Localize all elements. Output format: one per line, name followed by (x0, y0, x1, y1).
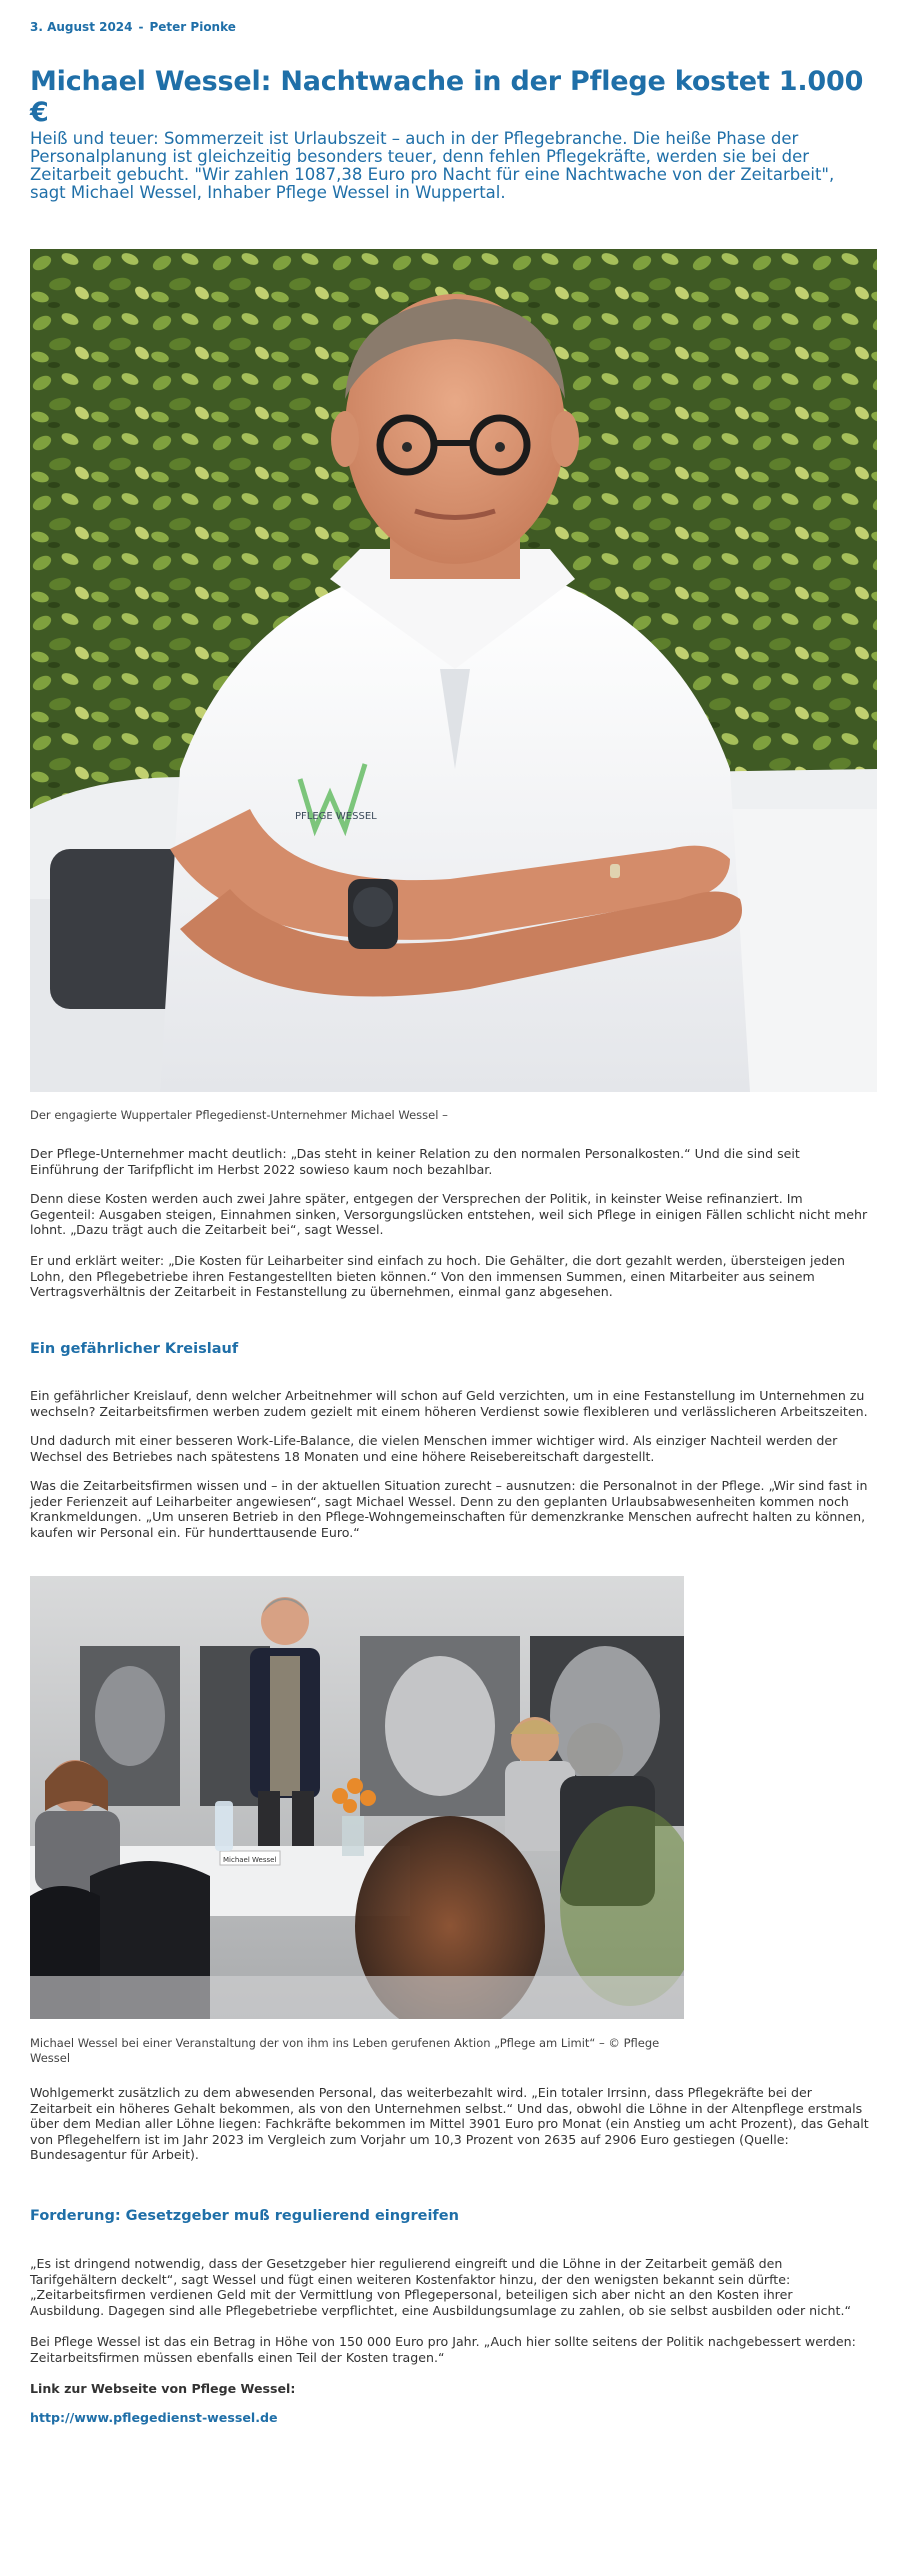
article-lead: Heiß und teuer: Sommerzeit ist Urlaubszeit – auch in der Pflegebranche. Die heiße Phase der Personalplanung ist gleichzeitig besonders teuer, denn fehlen Pflegekräfte, werden sie bei der Zeitarbeit gebucht. "Wir zahlen 1087,38 Euro pro Nacht für eine Nachtwache von der Zeitarbeit", sagt Michael Wessel, Inhaber Pflege Wessel in Wuppertal. (30, 129, 835, 202)
portrait-photo (30, 249, 877, 1092)
article-date: 3. August 2024 (30, 20, 133, 34)
paragraph-3: Er und erklärt weiter: „Die Kosten für Leiharbeiter sind einfach zu hoch. Die Gehälter, die dort gezahlt werden, übersteigen jeden Lohn, den Pflegebetriebe ihren Festangestellten bieten können.“ Von den immensen Summen, einen Mitarbeiter aus seinem Vertragsverhältnis der Zeitarbeit in Festanstellung zu übernehmen, einmal ganz abgesehen. (30, 1253, 845, 1299)
subheading-kreislauf: Ein gefährlicher Kreislauf (30, 1341, 239, 1357)
event-photo (30, 1576, 684, 2019)
nameplate-text: Michael Wessel (223, 1856, 277, 1864)
website-link-label: Link zur Webseite von Pflege Wessel: (30, 2381, 296, 2396)
paragraph-7: Wohlgemerkt zusätzlich zu dem abwesenden Personal, das weiterbezahlt wird. „Ein totaler Irrsinn, dass Pflegekräfte bei der Zeitarbeit ein höheres Gehalt bekommen, als von den Unternehmen selbst.“ Und das, obwohl die Löhne in der Altenpflege erstmals über dem Median aller Löhne liegen: Fachkräfte bekommen im Mittel 3901 Euro pro Monat (ein Anstieg um acht Prozent), das Gehalt von Pflegehelfern ist im Jahr 2023 im Vergleich zum Vorjahr um 10,3 Prozent von 2635 auf 2906 Euro gestiegen (Quelle: Bundesagentur für Arbeit). (30, 2085, 869, 2162)
shirt-logo-text: PFLEGE WESSEL (295, 811, 377, 822)
website-link[interactable]: http://www.pflegedienst-wessel.de (30, 2410, 278, 2425)
paragraph-8: „Es ist dringend notwendig, dass der Gesetzgeber hier regulierend eingreift und die Löhne in der Zeitarbeit gemäß den Tarifgehältern deckelt“, sagt Wessel und fügt einen weiteren Kostenfaktor hinzu, der den wenigsten bekannt sein dürfte: „Zeitarbeitsfirmen verdienen Geld mit der Vermittlung von Pflegepersonal, beteiligen sich aber nicht an den Kosten ihrer Ausbildung. Dagegen sind alle Pflegebetriebe verpflichtet, eine Ausbildungsumlage zu zahlen, ob sie selbst ausbilden oder nicht.“ (30, 2256, 851, 2318)
article-headline: Michael Wessel: Nachtwache in der Pflege kostet 1.000 € (30, 66, 864, 128)
meta-separator: - (138, 20, 144, 34)
paragraph-6: Was die Zeitarbeitsfirmen wissen und – in der aktuellen Situation zurecht – ausnutzen: die Personalnot in der Pflege. „Wir sind fast in jeder Ferienzeit auf Leiharbeiter angewiesen“, sagt Michael Wessel. Denn zu den geplanten Urlaubsabwesenheiten kommen noch Krankmeldungen. „Um unseren Betrieb in den Pflege-Wohngemeinschaften für demenzkranke Menschen aufrecht halten zu können, kaufen wir Personal ein. Für hunderttausende Euro.“ (30, 1478, 868, 1540)
article-author: Peter Pionke (149, 20, 236, 34)
paragraph-9: Bei Pflege Wessel ist das ein Betrag in Höhe von 150 000 Euro pro Jahr. „Auch hier sollte seitens der Politik nachgebessert werden: Zeitarbeitsfirmen müssen ebenfalls einen Teil der Kosten tragen.“ (30, 2334, 856, 2365)
paragraph-5: Und dadurch mit einer besseren Work-Life-Balance, die vielen Menschen immer wichtiger wird. Als einziger Nachteil werden der Wechsel des Betriebes nach spätestens 18 Monaten und eine höhere Reisebereitschaft dargestellt. (30, 1433, 838, 1464)
paragraph-4: Ein gefährlicher Kreislauf, denn welcher Arbeitnehmer will schon auf Geld verzichten, um in eine Festanstellung im Unternehmen zu wechseln? Zeitarbeitsfirmen werben zudem gezielt mit einem höheren Verdienst sowie flexibleren und verlässlicheren Arbeitszeiten. (30, 1388, 868, 1419)
article-meta (30, 20, 236, 34)
event-caption: Michael Wessel bei einer Veranstaltung der von ihm ins Leben gerufenen Aktion „Pflege am Limit“ – © Pflege Wessel (30, 2036, 660, 2065)
paragraph-2: Denn diese Kosten werden auch zwei Jahre später, entgegen der Versprechen der Politik, in keinster Weise refinanziert. Im Gegenteil: Ausgaben steigen, Einnahmen sinken, Versorgungslücken entstehen, weil sich Pflege in einigen Fällen schlicht nicht mehr lohnt. „Dazu trägt auch die Zeitarbeit bei“, sagt Wessel. (30, 1191, 868, 1237)
subheading-forderung: Forderung: Gesetzgeber muß regulierend eingreifen (30, 2208, 459, 2224)
paragraph-1: Der Pflege-Unternehmer macht deutlich: „Das steht in keiner Relation zu den normalen Personalkosten.“ Und die sind seit Einführung der Tarifpflicht im Herbst 2022 sowieso kaum noch bezahlbar. (30, 1146, 800, 1177)
portrait-caption: Der engagierte Wuppertaler Pflegedienst-Unternehmer Michael Wessel – (30, 1108, 448, 1122)
